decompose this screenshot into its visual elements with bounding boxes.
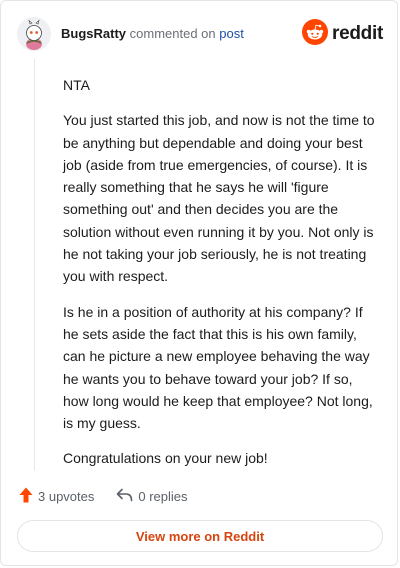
view-more-on-reddit-button[interactable]: View more on Reddit (17, 520, 383, 552)
reddit-snoo-icon (302, 19, 328, 50)
comment-body (63, 74, 381, 483)
reddit-logo[interactable] (302, 19, 383, 50)
upvote-arrow-icon (19, 487, 33, 506)
replies-count: 0 replies (138, 488, 188, 504)
username-link[interactable]: BugsRatty (61, 26, 127, 41)
comment-paragraph: You just started this job, and now is not the time to be anything but dependable and doing your best job (aside from true emergencies, of course). It is really something that he says he will 'figure something out' and then decides you are the solution without even running it by you. Not only is he not taking your job seriously, he is not treating you with respect. (63, 112, 375, 285)
upvote-count: 3 upvotes (38, 488, 95, 504)
comment-paragraph: Is he in a position of authority at his company? If he sets aside the fact that this is his own family, can he picture a new employee behaving the way he wants you to behave toward your job? If so, how long would he keep that employee? Not long, is my guess. (63, 303, 373, 432)
comment-actions (19, 485, 188, 507)
reply-arrow-icon (116, 488, 133, 505)
thread-line (34, 59, 35, 471)
comment-byline (61, 26, 244, 42)
reddit-wordmark: reddit (332, 23, 383, 44)
comment-paragraph: NTA (63, 77, 90, 93)
byline-action-text: commented on (129, 26, 216, 41)
comment-paragraph: Congratulations on your new job! (63, 450, 268, 467)
replies-button[interactable] (116, 488, 187, 505)
post-link[interactable]: post (219, 26, 244, 41)
snoo-avatar-icon[interactable] (17, 17, 51, 51)
upvote-button[interactable] (19, 487, 94, 506)
comment-header (17, 15, 383, 53)
